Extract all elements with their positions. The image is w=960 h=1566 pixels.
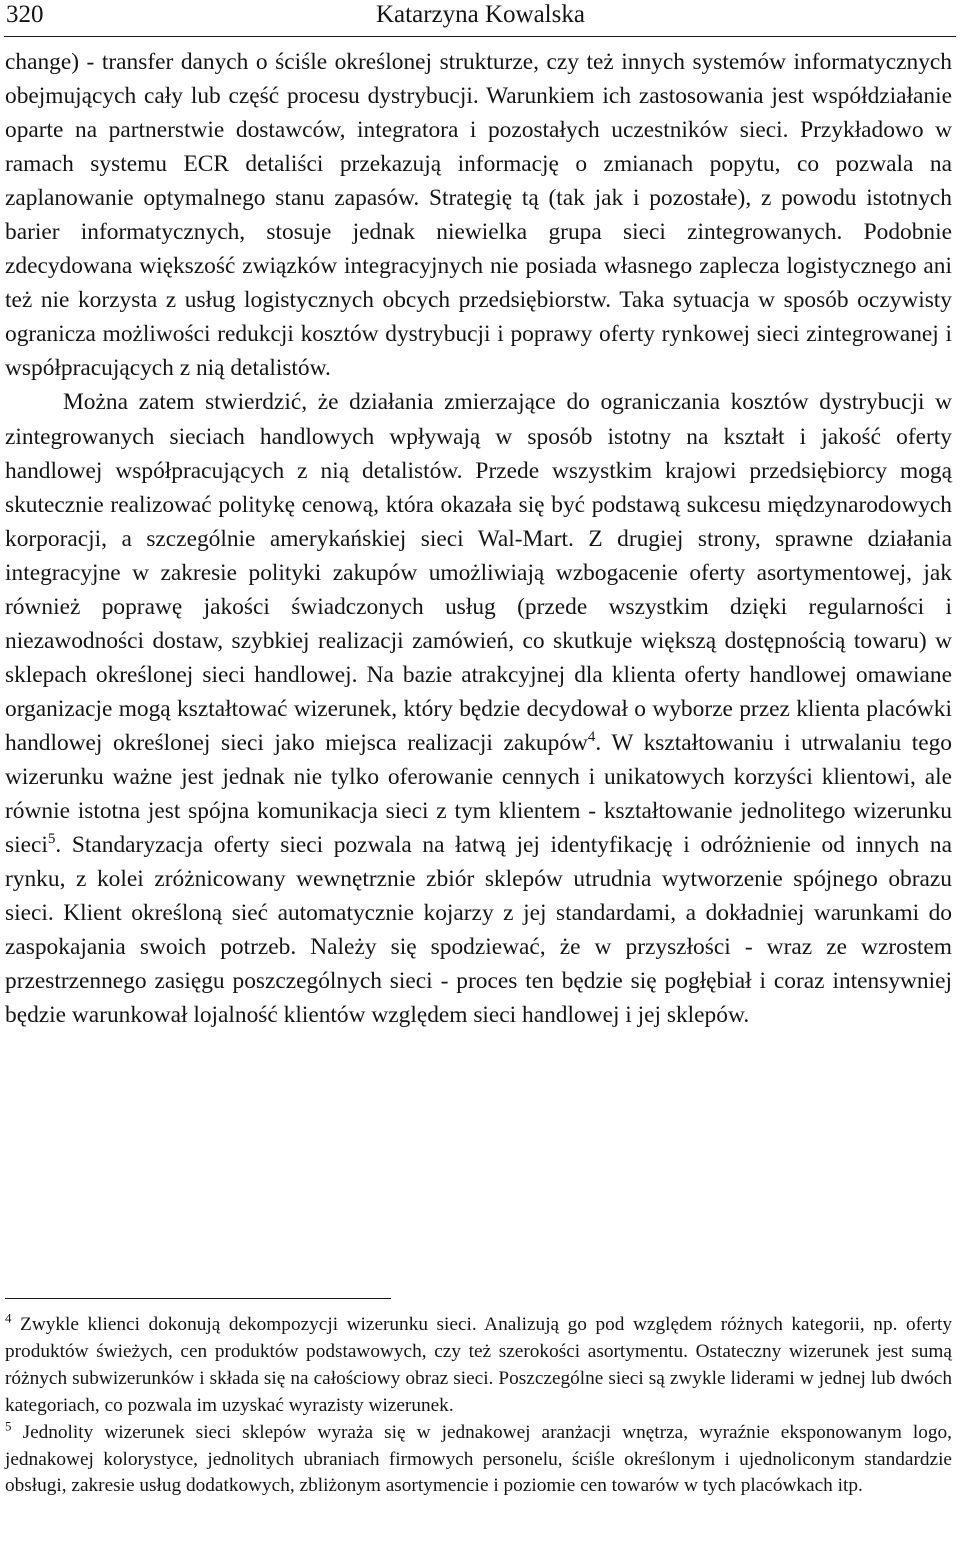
header-rule <box>4 36 956 37</box>
paragraph-2-part-b: . W kształtowaniu i utrwalaniu tego wizerunku ważne jest jednak nie tylko oferowanie cennych i unikatowych korzyści klientowi, ale równie istotna jest spójna komunikacja sieci z tym klientem - kształtowanie jednolitego wizerunku sieci <box>5 729 952 859</box>
footnote-ref-4[interactable]: 4 <box>587 729 596 746</box>
page-header <box>0 0 960 38</box>
footnote-mark-4: 4 <box>5 1310 12 1326</box>
footnote-ref-5[interactable]: 5 <box>47 831 56 848</box>
footnote-5 <box>5 1420 952 1501</box>
paragraph-1: change) - transfer danych o ściśle określonej strukturze, czy też innych systemów informatycznych obejmujących cały lub część procesu dystrybucji. Warunkiem ich zastosowania jest współdziałanie oparte na partnerstwie dostawców, integratora i pozostałych uczestników sieci. Przykładowo w ramach systemu ECR detaliści przekazują informację o zmianach popytu, co pozwala na zaplanowanie optymalnego stanu zapasów. Strategię tą (tak jak i pozostałe), z powodu istotnych barier informatycznych, stosuje jednak niewielka grupa sieci zintegrowanych. Podobnie zdecydowana większość związków integracyjnych nie posiada własnego zaplecza logistycznego ani też nie korzysta z usług logistycznych obcych przedsiębiorstw. Taka sytuacja w sposób oczywisty ogranicza możliwości redukcji kosztów dystrybucji i poprawy oferty rynkowej sieci zintegrowanej i współpracujących z nią detalistów. <box>5 49 952 382</box>
running-head-author: Katarzyna Kowalska <box>376 1 585 28</box>
body-text <box>5 45 952 1032</box>
footnote-4 <box>5 1312 952 1420</box>
footnotes <box>5 1312 952 1500</box>
paragraph-2-part-c: . Standaryzacja oferty sieci pozwala na łatwą jej identyfikację i odróżnienie od innych na rynku, z kolei zróżnicowany wewnętrznie zbiór sklepów utrudnia wytworzenie spójnego obrazu sieci. Klient określoną sieć automatycznie kojarzy z jej standardami, a dokładniej warunkami do zaspokajania swoich potrzeb. Należy się spodziewać, że w przyszłości - wraz ze wzrostem przestrzennego zasięgu poszczególnych sieci - proces ten będzie się pogłębiał i coraz intensywniej będzie warunkował lojalność klientów względem sieci handlowej i jej sklepów. <box>5 832 952 1029</box>
footnote-4-text: Zwykle klienci dokonują dekompozycji wizerunku sieci. Analizują go pod względem różnych kategorii, np. oferty produktów świeżych, cen produktów podstawowych, czy też szerokości asortymentu. Ostateczny wizerunek jest sumą różnych subwizerunków i składa się na całościowy obraz sieci. Poszczególne sieci są zwykle liderami w jednej lub dwóch kategoriach, co pozwala im uzyskać wyrazisty wizerunek. <box>5 1314 952 1416</box>
paragraph-2 <box>5 385 952 1032</box>
footnote-separator <box>5 1298 391 1299</box>
page-number: 320 <box>6 1 44 28</box>
footnote-5-text: Jednolity wizerunek sieci sklepów wyraża się w jednakowej aranżacji wnętrza, wyraźnie eksponowanym logo, jednakowej kolorystyce, jednolitych ubraniach firmowych personelu, ściśle określonym i ujednoliconym standardzie obsługi, zakresie usług dodatkowych, zbliżonym asortymencie i poziomie cen towarów w tych placówkach itp. <box>5 1421 952 1497</box>
footnote-mark-5: 5 <box>5 1418 12 1434</box>
paragraph-2-part-a: Można zatem stwierdzić, że działania zmierzające do ograniczania kosztów dystrybucji w zintegrowanych sieciach handlowych wpływają w sposób istotny na kształt i jakość oferty handlowej współpracujących z nią detalistów. Przede wszystkim krajowi przedsiębiorcy mogą skutecznie realizować politykę cenową, która okazała się być podstawą sukcesu międzynarodowych korporacji, a szczególnie amerykańskiej sieci Wal-Mart. Z drugiej strony, sprawne działania integracyjne w zakresie polityki zakupów umożliwiają wzbogacenie oferty asortymentowej, jak również poprawę jakości świadczonych usług (przede wszystkim dzięki regularności i niezawodności dostaw, szybkiej realizacji zamówień, co skutkuje większą dostępnością towaru) w sklepach określonej sieci handlowej. Na bazie atrakcyjnej dla klienta oferty handlowej omawiane organizacje mogą kształtować wizerunek, który będzie decydował o wyborze przez klienta placówki handlowej określonej sieci jako miejsca realizacji zakupów <box>5 389 952 756</box>
